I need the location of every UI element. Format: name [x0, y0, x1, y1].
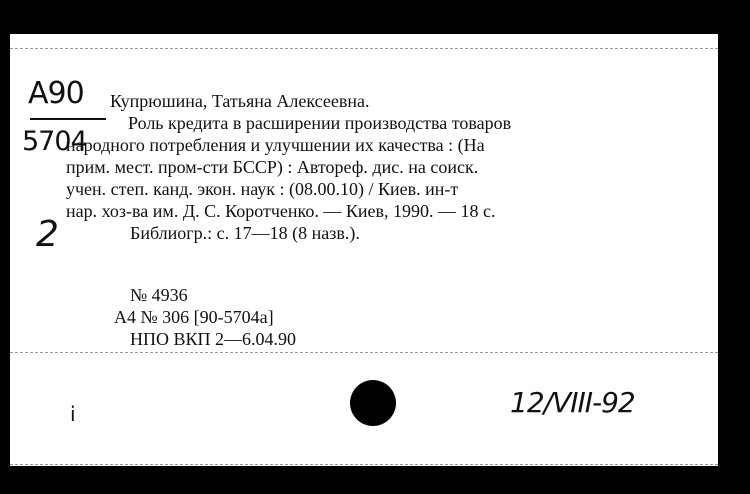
title-line: нар. хоз-ва им. Д. С. Коротченко. — Киев, 1990. — 18 с. [66, 201, 496, 221]
catalog-card [10, 34, 718, 466]
title-line: прим. мест. пром-сти БССР) : Автореф. дис. на соиск. [66, 157, 479, 177]
title-line: учен. степ. канд. экон. наук : (08.00.10) / Киев. ин-т [66, 179, 459, 199]
date-mark-handwritten: 12/VIII-92 [510, 386, 635, 419]
bibliography: Библиогр.: с. 17—18 (8 назв.). [130, 223, 360, 243]
divider [10, 48, 718, 49]
shelf-code-handwritten: A90 [28, 76, 84, 111]
copy-mark-handwritten: 2 [36, 214, 59, 255]
side-mark-handwritten: i [70, 402, 76, 426]
divider [10, 464, 718, 465]
title-line: Роль кредита в расширении производства товаров [128, 113, 512, 133]
title-line: народного потребления и улучшении их качества : (На [66, 135, 485, 155]
npo-line: НПО ВКП 2—6.04.90 [130, 329, 297, 349]
record-number: № 4936 [130, 285, 188, 305]
divider [10, 352, 718, 353]
author: Купрюшина, Татьяна Алексеевна. [110, 91, 370, 111]
punch-hole [350, 380, 396, 426]
title-block [66, 112, 696, 222]
shelf-number-handwritten: 5704 [22, 126, 87, 157]
a4-line: А4 № 306 [90-5704а] [114, 307, 274, 327]
